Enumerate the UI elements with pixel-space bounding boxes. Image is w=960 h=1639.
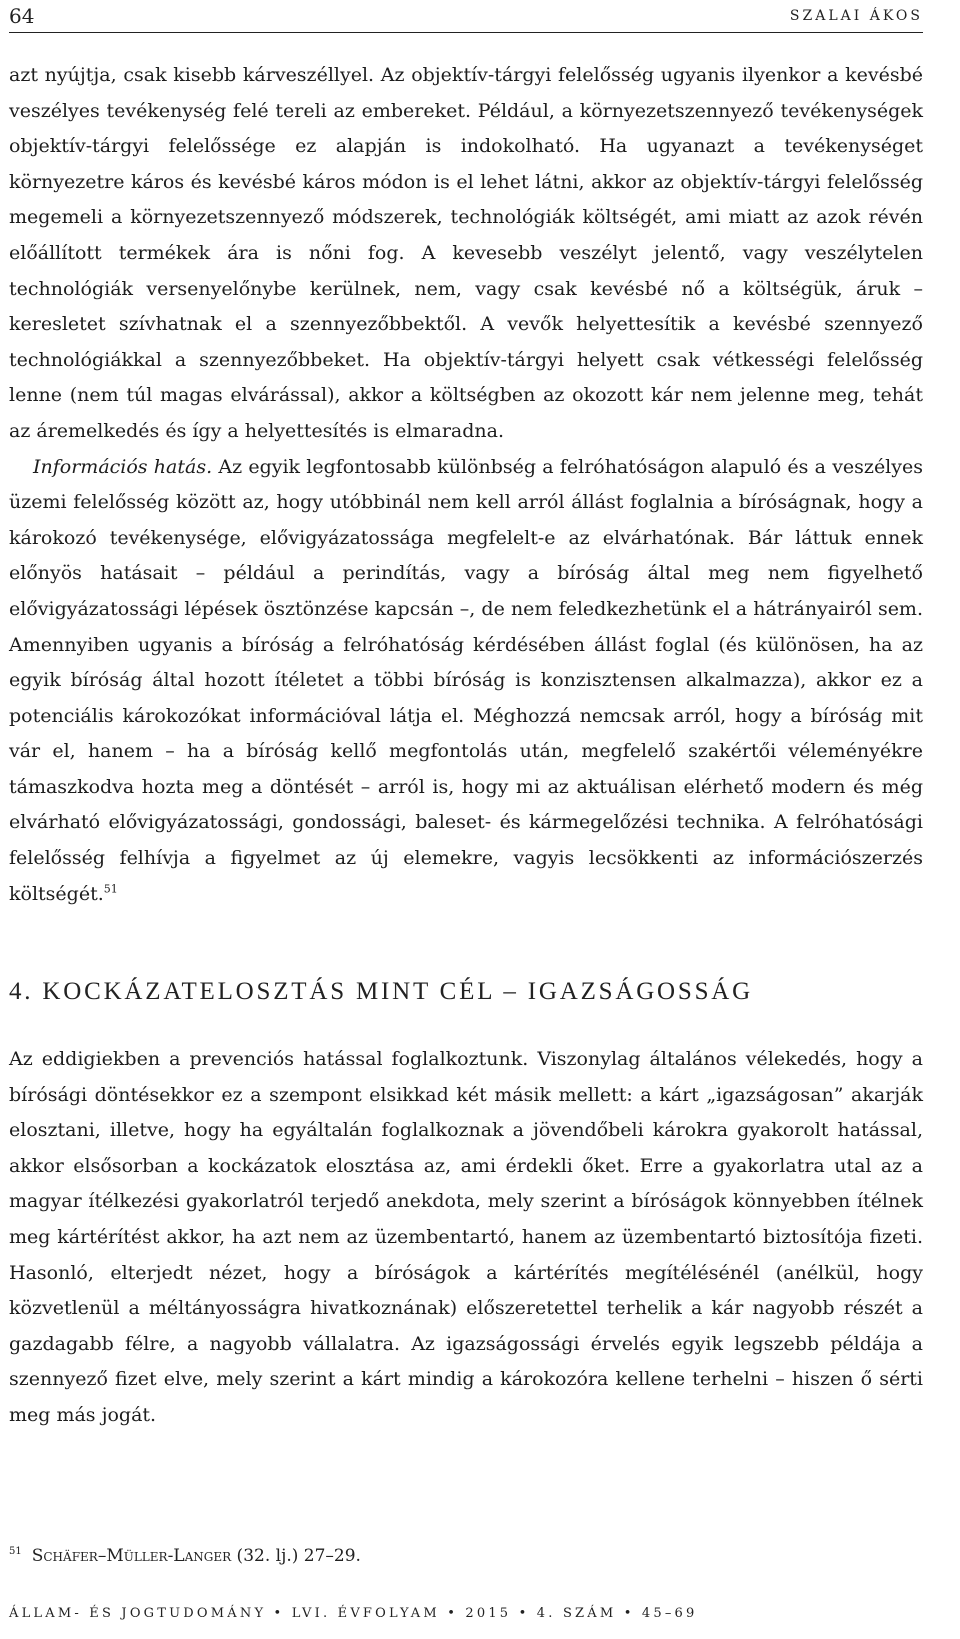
body-text-top (9, 58, 923, 912)
paragraph: azt nyújtja, csak kisebb kárveszéllyel. Az objektív-tárgyi felelősség ugyanis ilyenkor a kevésbé veszélyes tevékenység felé tereli az embereket. Például, a környezetszennyező tevékenységek objektív-tárgyi felelőssége ez alapján is indokolható. Ha ugyanazt a tevékenységet környezetre káros és kevésbé káros módon is el lehet látni, akkor az objektív-tárgyi felelősség megemeli a környezetszennyező módszerek, technológiák költségét, ami miatt az azok révén előállított termékek ára is nőni fog. A kevesebb veszélyt jelentő, vagy veszélytelen technológiák versenyelőnybe kerülnek, nem, vagy csak kevésbé nő a költségük, áruk – keresletet szívhatnak el a szennyezőbbektől. A vevők helyettesítik a kevésbé szennyező technológiákkal a szennyezőbbeket. Ha objektív-tárgyi helyett csak vétkességi felelősség lenne (nem túl magas elvárással), akkor a költségben az okozott kár nem jelenne meg, tehát az áremelkedés és így a helyettesítés is elmaradna. (9, 64, 923, 442)
footnote (9, 1546, 923, 1566)
running-footer: ÁLLAM- ÉS JOGTUDOMÁNY • LVI. ÉVFOLYAM • 2015 • 4. SZÁM • 45–69 (9, 1606, 698, 1621)
section-heading: 4. KOCKÁZATELOSZTÁS MINT CÉL – IGAZSÁGOSSÁG (9, 978, 754, 1005)
paragraph-text: Az egyik legfontosabb különbség a felróhatóságon alapuló és a veszélyes üzemi felelősség között az, hogy utóbbinál nem kell arról állást foglalnia a bíróságnak, hogy a károkozó tevékenysége, elővigyázatossága megfelelt-e az elvárhatónak. Bár láttuk ennek előnyös hatásait – például a perindítás, vagy a bíróság által meg nem figyelhető elővigyázatossági lépések ösztönzése kapcsán –, de nem feledkezhetünk el a hátrányairól sem. Amennyiben ugyanis a bíróság a felróhatóság kérdésében állást foglal (és különösen, ha az egyik bíróság által hozott ítéletet a többi bíróság is konzisztensen alkalmazza), akkor ez a potenciális károkozókat információval látja el. Méghozzá nemcsak arról, hogy a bíróság mit vár el, hanem – ha a bíróság kellő megfontolás után, megfelelő szakértői véleményékre támaszkodva hozta meg a döntését – arról is, hogy mi az aktuálisan elérhető modern és még elvárható elővigyázatossági, gondossági, baleset- és kármegelőzési technika. A felróhatósági felelősség felhívja a figyelmet az új elemekre, vagyis lecsökkenti az információszerzés költségét. (9, 455, 923, 905)
paragraph: Az eddigiekben a prevenciós hatással foglalkoztunk. Viszonylag általános vélekedés, hogy a bírósági döntésekkor ez a szempont elsikkad két másik mellett: a kárt „igazságosan” akarják elosztani, illetve, hogy ha egyáltalán foglalkoznak a jövendőbeli károkra gyakorolt hatással, akkor elsősorban a kockázatok elosztása az, ami érdekli őket. Erre a gyakorlatra utal az a magyar ítélkezési gyakorlatról terjedő anekdota, mely szerint a bíróságok könnyebben ítélnek meg kártérítést akkor, ha azt nem az üzembentartó, hanem az üzembentartó biztosítója fizeti. Hasonló, elterjedt nézet, hogy a bíróságok a kártérítés megítélésénél (anélkül, hogy közvetlenül a méltányosságra hivatkoznának) előszeretettel terhelik a kár nagyobb részét a gazdagabb félre, a nagyobb vállalatra. Az igazságossági érvelés egyik legszebb példája a szennyező fizet elve, mely szerint a kárt mindig a károkozóra kellene terhelni – hiszen ő sérti meg más jogát. (9, 1048, 923, 1426)
paragraph-informacios-hatas (9, 450, 923, 913)
footnote-reference[interactable]: 51 (103, 882, 118, 896)
footnote-authors: Schäfer–Müller-Langer (31, 1546, 232, 1566)
footnote-reference-text: (32. lj.) 27–29. (231, 1546, 361, 1566)
running-header (9, 0, 923, 33)
footnote-number: 51 (9, 1546, 22, 1558)
page-number: 64 (9, 4, 35, 28)
running-author: SZALAI ÁKOS (789, 8, 923, 24)
paragraph-lead: Információs hatás. (33, 455, 213, 478)
body-text-section-4 (9, 1042, 923, 1434)
